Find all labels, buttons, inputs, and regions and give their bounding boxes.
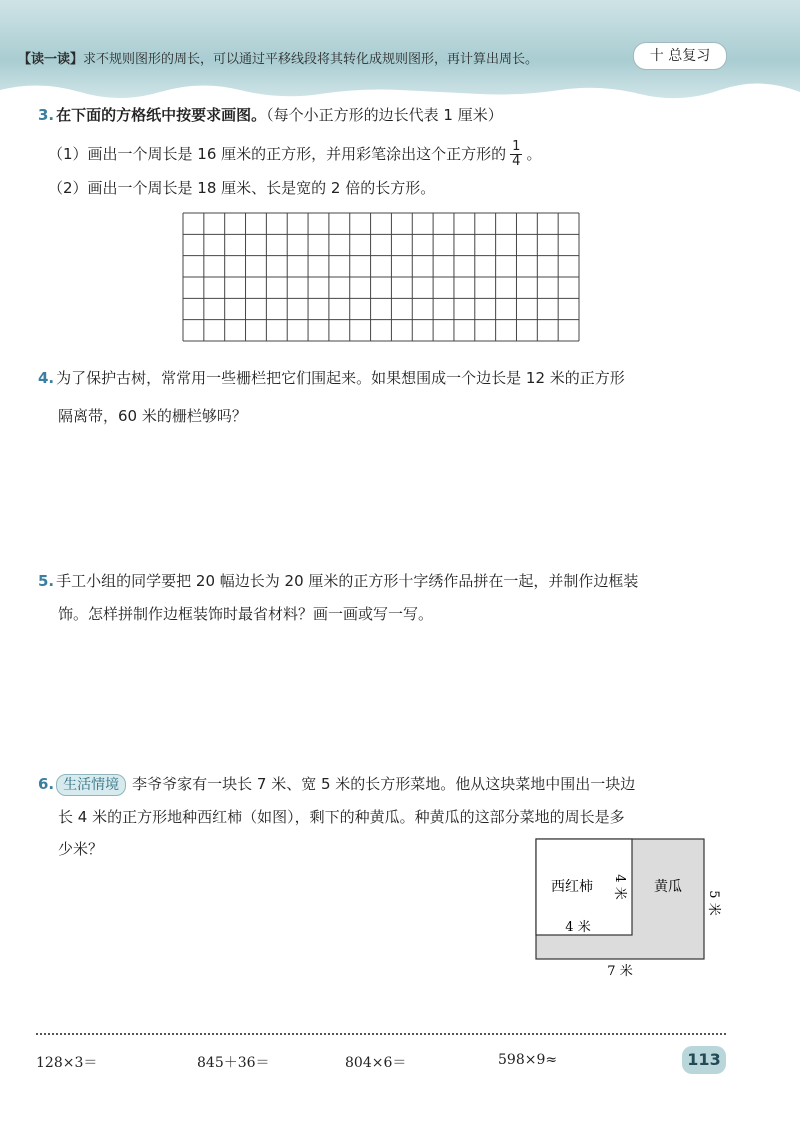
garden-width-label: 5 米 [706, 890, 721, 916]
life-context-tag: 生活情境 [56, 774, 126, 796]
question-4-line-1: 为了保护古树，常常用一些栅栏把它们围起来。如果想围成一个边长是 12 米的正方形 [56, 369, 625, 387]
question-5-line-1: 手工小组的同学要把 20 幅边长为 20 厘米的正方形十字绣作品拼在一起，并制作边框装 [56, 572, 639, 590]
question-3-title [38, 104, 503, 126]
question-3-sub-1 [48, 140, 541, 169]
calc-exercise-4: 598×9≈ [498, 1052, 558, 1068]
vegetable-garden-figure [530, 835, 730, 985]
fraction-numerator: 1 [512, 139, 521, 154]
footer-divider [36, 1033, 726, 1035]
fraction-denominator: 4 [512, 154, 521, 169]
tomato-side-horizontal-label: 4 米 [565, 920, 591, 935]
calc-exercise-1: 128×3＝ [36, 1055, 98, 1071]
cucumber-label: 黄瓜 [654, 879, 682, 895]
reading-tip [18, 48, 628, 67]
question-3-sub-1-text: （1）画出一个周长是 16 厘米的正方形，并用彩笔涂出这个正方形的 [48, 145, 507, 163]
question-6-line-3: 少米？ [58, 840, 104, 858]
question-3-number: 3. [38, 106, 55, 124]
question-4 [38, 367, 738, 389]
question-6-line-1: 李爷爷家有一块长 7 米、宽 5 米的长方形菜地。他从这块菜地中围出一块边 [132, 775, 636, 793]
question-4-line-2: 隔离带，60 米的栅栏够吗？ [58, 407, 247, 425]
question-3-sub-1-end: 。 [526, 145, 542, 163]
reading-tip-text: 求不规则图形的周长，可以通过平移线段将其转化成规则图形，再计算出周长。 [83, 52, 539, 67]
question-5 [38, 570, 748, 592]
question-3-text: 在下面的方格纸中按要求画图。 [56, 106, 267, 124]
page-number: 113 [682, 1046, 726, 1074]
question-6 [38, 773, 768, 796]
fraction-one-quarter [510, 140, 522, 169]
tomato-label: 西红柿 [551, 879, 593, 895]
calc-exercise-3: 804×6＝ [345, 1055, 407, 1071]
tomato-side-vertical-label: 4 米 [612, 874, 627, 900]
reading-tip-label: 【读一读】 [18, 52, 84, 67]
question-3-sub-2: （2）画出一个周长是 18 厘米、长是宽的 2 倍的长方形。 [48, 179, 436, 197]
square-grid-paper[interactable] [182, 212, 580, 342]
question-5-number: 5. [38, 572, 55, 590]
question-6-line-2: 长 4 米的正方形地种西红柿（如图），剩下的种黄瓜。种黄瓜的这部分菜地的周长是多 [58, 808, 625, 826]
question-3-note: （每个小正方形的边长代表 1 厘米） [266, 106, 503, 124]
question-4-number: 4. [38, 369, 55, 387]
garden-length-label: 7 米 [607, 964, 633, 979]
chapter-tab: 十 总复习 [633, 42, 727, 70]
question-6-number: 6. [38, 775, 55, 793]
question-5-line-2: 饰。怎样拼制作边框装饰时最省材料？画一画或写一写。 [58, 605, 434, 623]
calc-exercise-2: 845＋36＝ [197, 1055, 270, 1071]
